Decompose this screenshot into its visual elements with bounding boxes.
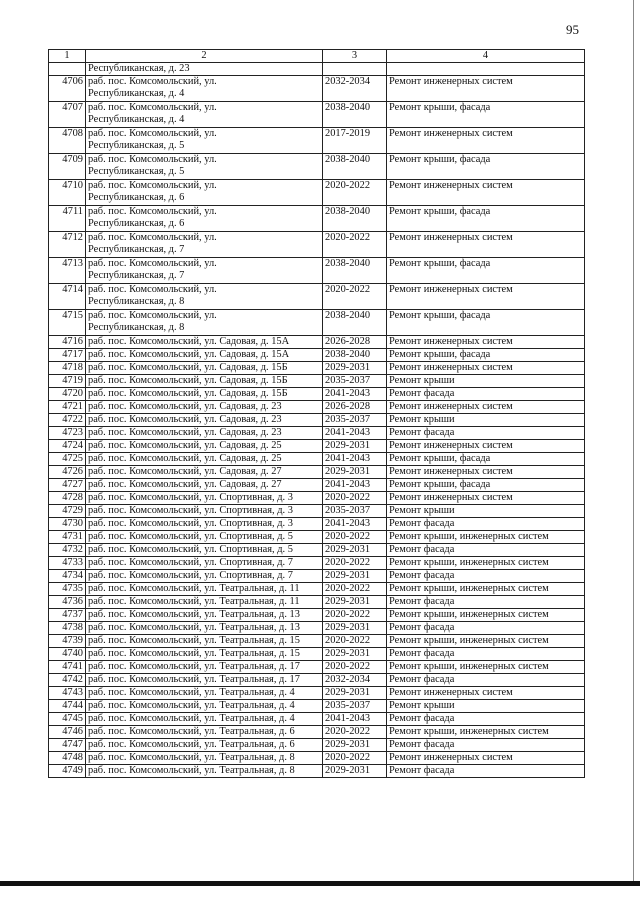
address-line: раб. пос. Комсомольский, ул. Театральная, д. 13 bbox=[88, 609, 300, 620]
work-type-cell: Ремонт инженерных систем bbox=[387, 232, 585, 258]
address-cell bbox=[86, 687, 323, 700]
address-cell bbox=[86, 609, 323, 622]
work-type-cell: Ремонт крыши, инженерных систем bbox=[387, 557, 585, 570]
row-number-cell: 4748 bbox=[49, 752, 86, 765]
address-cell bbox=[86, 752, 323, 765]
work-type-cell: Ремонт фасада bbox=[387, 570, 585, 583]
table-row bbox=[49, 687, 585, 700]
period-cell: 2029-2031 bbox=[323, 739, 387, 752]
page-number: 95 bbox=[566, 22, 579, 37]
work-type-cell: Ремонт инженерных систем bbox=[387, 336, 585, 349]
table-row bbox=[49, 258, 585, 284]
address-cell bbox=[86, 570, 323, 583]
address-line: раб. пос. Комсомольский, ул. Спортивная, д. 7 bbox=[88, 557, 293, 568]
table-row bbox=[49, 440, 585, 453]
row-number-cell: 4716 bbox=[49, 336, 86, 349]
address-cell bbox=[86, 427, 323, 440]
address-line: раб. пос. Комсомольский, ул. Спортивная, д. 3 bbox=[88, 518, 293, 529]
row-number-cell: 4740 bbox=[49, 648, 86, 661]
row-number-cell: 4737 bbox=[49, 609, 86, 622]
row-number-cell: 4714 bbox=[49, 284, 86, 310]
address-cell bbox=[86, 765, 323, 778]
address-line: раб. пос. Комсомольский, ул. Садовая, д. 15Б bbox=[88, 375, 288, 386]
row-number-cell: 4711 bbox=[49, 206, 86, 232]
address-cell bbox=[86, 414, 323, 427]
work-type-cell: Ремонт крыши, фасада bbox=[387, 349, 585, 362]
address-line: раб. пос. Комсомольский, ул. bbox=[88, 258, 217, 269]
period-cell: 2020-2022 bbox=[323, 232, 387, 258]
address-cell bbox=[86, 440, 323, 453]
address-line: раб. пос. Комсомольский, ул. Садовая, д. 25 bbox=[88, 440, 282, 451]
period-cell: 2038-2040 bbox=[323, 349, 387, 362]
address-line: Республиканская, д. 7 bbox=[88, 244, 185, 255]
period-cell: 2038-2040 bbox=[323, 206, 387, 232]
row-number-cell: 4732 bbox=[49, 544, 86, 557]
table-header-row bbox=[49, 50, 585, 63]
address-line: раб. пос. Комсомольский, ул. Садовая, д. 15А bbox=[88, 336, 290, 347]
period-cell: 2026-2028 bbox=[323, 401, 387, 414]
period-cell: 2020-2022 bbox=[323, 609, 387, 622]
table-row bbox=[49, 102, 585, 128]
work-type-cell: Ремонт фасада bbox=[387, 596, 585, 609]
table-row bbox=[49, 154, 585, 180]
table-row bbox=[49, 635, 585, 648]
table-row bbox=[49, 401, 585, 414]
row-number-cell: 4743 bbox=[49, 687, 86, 700]
period-cell: 2041-2043 bbox=[323, 713, 387, 726]
period-cell: 2020-2022 bbox=[323, 635, 387, 648]
address-cell bbox=[86, 388, 323, 401]
table-row bbox=[49, 544, 585, 557]
address-line: раб. пос. Комсомольский, ул. Садовая, д. 23 bbox=[88, 401, 282, 412]
row-number-cell: 4708 bbox=[49, 128, 86, 154]
address-line: Республиканская, д. 6 bbox=[88, 218, 185, 229]
period-cell: 2038-2040 bbox=[323, 154, 387, 180]
table-row bbox=[49, 570, 585, 583]
address-cell bbox=[86, 739, 323, 752]
period-cell: 2032-2034 bbox=[323, 76, 387, 102]
table-row bbox=[49, 531, 585, 544]
address-line: Республиканская, д. 4 bbox=[88, 114, 185, 125]
work-type-cell: Ремонт фасада bbox=[387, 674, 585, 687]
column-header-2: 2 bbox=[86, 50, 323, 63]
address-cell bbox=[86, 466, 323, 479]
table-row bbox=[49, 609, 585, 622]
period-cell: 2035-2037 bbox=[323, 700, 387, 713]
table-body bbox=[49, 63, 585, 778]
address-cell bbox=[86, 453, 323, 466]
address-cell bbox=[86, 596, 323, 609]
table-row bbox=[49, 479, 585, 492]
table-row bbox=[49, 557, 585, 570]
address-cell bbox=[86, 362, 323, 375]
address-cell bbox=[86, 102, 323, 128]
address-cell bbox=[86, 518, 323, 531]
address-cell bbox=[86, 700, 323, 713]
address-cell bbox=[86, 336, 323, 349]
address-line: раб. пос. Комсомольский, ул. bbox=[88, 284, 217, 295]
continuation-work-cell bbox=[387, 63, 585, 76]
address-line: раб. пос. Комсомольский, ул. Садовая, д. 27 bbox=[88, 479, 282, 490]
address-line: Республиканская, д. 5 bbox=[88, 166, 185, 177]
address-line: раб. пос. Комсомольский, ул. Садовая, д. 15Б bbox=[88, 388, 288, 399]
table-row bbox=[49, 466, 585, 479]
table-row bbox=[49, 752, 585, 765]
repair-schedule-table bbox=[48, 49, 585, 778]
table-row bbox=[49, 128, 585, 154]
table-row bbox=[49, 375, 585, 388]
period-cell: 2035-2037 bbox=[323, 414, 387, 427]
address-cell bbox=[86, 531, 323, 544]
period-cell: 2038-2040 bbox=[323, 102, 387, 128]
table-row bbox=[49, 310, 585, 336]
address-line: Республиканская, д. 6 bbox=[88, 192, 185, 203]
work-type-cell: Ремонт крыши bbox=[387, 375, 585, 388]
period-cell: 2029-2031 bbox=[323, 596, 387, 609]
address-line: раб. пос. Комсомольский, ул. bbox=[88, 180, 217, 191]
work-type-cell: Ремонт инженерных систем bbox=[387, 362, 585, 375]
period-cell: 2020-2022 bbox=[323, 583, 387, 596]
row-number-cell: 4723 bbox=[49, 427, 86, 440]
address-cell bbox=[86, 635, 323, 648]
address-cell bbox=[86, 128, 323, 154]
row-number-cell: 4709 bbox=[49, 154, 86, 180]
address-line: Республиканская, д. 7 bbox=[88, 270, 185, 281]
work-type-cell: Ремонт крыши, фасада bbox=[387, 453, 585, 466]
work-type-cell: Ремонт крыши, фасада bbox=[387, 206, 585, 232]
period-cell: 2029-2031 bbox=[323, 687, 387, 700]
period-cell: 2038-2040 bbox=[323, 310, 387, 336]
table-row bbox=[49, 427, 585, 440]
work-type-cell: Ремонт крыши, фасада bbox=[387, 258, 585, 284]
row-number-cell: 4710 bbox=[49, 180, 86, 206]
row-number-cell: 4730 bbox=[49, 518, 86, 531]
address-cell bbox=[86, 76, 323, 102]
period-cell: 2020-2022 bbox=[323, 661, 387, 674]
address-line: раб. пос. Комсомольский, ул. bbox=[88, 232, 217, 243]
address-line: Республиканская, д. 8 bbox=[88, 296, 185, 307]
table-row bbox=[49, 505, 585, 518]
row-number-cell: 4715 bbox=[49, 310, 86, 336]
work-type-cell: Ремонт фасада bbox=[387, 518, 585, 531]
address-cell bbox=[86, 284, 323, 310]
row-number-cell: 4725 bbox=[49, 453, 86, 466]
table-row bbox=[49, 284, 585, 310]
work-type-cell: Ремонт крыши, фасада bbox=[387, 310, 585, 336]
address-line: раб. пос. Комсомольский, ул. Спортивная, д. 3 bbox=[88, 492, 293, 503]
address-line: раб. пос. Комсомольский, ул. bbox=[88, 76, 217, 87]
row-number-cell: 4727 bbox=[49, 479, 86, 492]
scan-bottom-edge bbox=[0, 881, 640, 886]
address-line: раб. пос. Комсомольский, ул. Театральная, д. 8 bbox=[88, 765, 295, 776]
address-line: раб. пос. Комсомольский, ул. Театральная, д. 17 bbox=[88, 674, 300, 685]
row-number-cell: 4724 bbox=[49, 440, 86, 453]
address-line: раб. пос. Комсомольский, ул. Садовая, д. 23 bbox=[88, 427, 282, 438]
period-cell: 2029-2031 bbox=[323, 648, 387, 661]
period-cell: 2020-2022 bbox=[323, 492, 387, 505]
table-row bbox=[49, 739, 585, 752]
table-row bbox=[49, 765, 585, 778]
work-type-cell: Ремонт крыши, инженерных систем bbox=[387, 583, 585, 596]
address-line: раб. пос. Комсомольский, ул. Спортивная, д. 5 bbox=[88, 544, 293, 555]
address-cell bbox=[86, 726, 323, 739]
address-line: Республиканская, д. 5 bbox=[88, 140, 185, 151]
work-type-cell: Ремонт фасада bbox=[387, 765, 585, 778]
work-type-cell: Ремонт крыши, инженерных систем bbox=[387, 531, 585, 544]
work-type-cell: Ремонт крыши, фасада bbox=[387, 154, 585, 180]
period-cell: 2029-2031 bbox=[323, 622, 387, 635]
work-type-cell: Ремонт фасада bbox=[387, 388, 585, 401]
address-line: раб. пос. Комсомольский, ул. Театральная, д. 15 bbox=[88, 648, 300, 659]
period-cell: 2026-2028 bbox=[323, 336, 387, 349]
row-number-cell: 4721 bbox=[49, 401, 86, 414]
work-type-cell: Ремонт инженерных систем bbox=[387, 128, 585, 154]
work-type-cell: Ремонт инженерных систем bbox=[387, 687, 585, 700]
period-cell: 2038-2040 bbox=[323, 258, 387, 284]
address-cell bbox=[86, 622, 323, 635]
period-cell: 2017-2019 bbox=[323, 128, 387, 154]
row-number-cell: 4733 bbox=[49, 557, 86, 570]
work-type-cell: Ремонт фасада bbox=[387, 622, 585, 635]
work-type-cell: Ремонт крыши, фасада bbox=[387, 479, 585, 492]
period-cell: 2029-2031 bbox=[323, 440, 387, 453]
work-type-cell: Ремонт инженерных систем bbox=[387, 180, 585, 206]
table-row bbox=[49, 661, 585, 674]
row-number-cell: 4741 bbox=[49, 661, 86, 674]
address-cell bbox=[86, 401, 323, 414]
work-type-cell: Ремонт фасада bbox=[387, 713, 585, 726]
address-line: раб. пос. Комсомольский, ул. Спортивная, д. 7 bbox=[88, 570, 293, 581]
table-row bbox=[49, 206, 585, 232]
row-number-cell: 4742 bbox=[49, 674, 86, 687]
address-cell bbox=[86, 479, 323, 492]
period-cell: 2020-2022 bbox=[323, 531, 387, 544]
address-line: раб. пос. Комсомольский, ул. Театральная, д. 17 bbox=[88, 661, 300, 672]
table-row bbox=[49, 336, 585, 349]
address-line: Республиканская, д. 8 bbox=[88, 322, 185, 333]
period-cell: 2041-2043 bbox=[323, 453, 387, 466]
address-cell bbox=[86, 583, 323, 596]
period-cell: 2020-2022 bbox=[323, 752, 387, 765]
period-cell: 2035-2037 bbox=[323, 375, 387, 388]
address-cell bbox=[86, 505, 323, 518]
address-line: раб. пос. Комсомольский, ул. Садовая, д. 23 bbox=[88, 414, 282, 425]
address-cell bbox=[86, 232, 323, 258]
row-number-cell: 4734 bbox=[49, 570, 86, 583]
table-row bbox=[49, 648, 585, 661]
period-cell: 2041-2043 bbox=[323, 388, 387, 401]
row-number-cell: 4735 bbox=[49, 583, 86, 596]
address-line: раб. пос. Комсомольский, ул. bbox=[88, 128, 217, 139]
work-type-cell: Ремонт крыши, инженерных систем bbox=[387, 609, 585, 622]
row-number-cell: 4729 bbox=[49, 505, 86, 518]
period-cell: 2029-2031 bbox=[323, 544, 387, 557]
address-cell bbox=[86, 674, 323, 687]
address-line: раб. пос. Комсомольский, ул. Спортивная, д. 5 bbox=[88, 531, 293, 542]
address-line: раб. пос. Комсомольский, ул. Театральная, д. 4 bbox=[88, 700, 295, 711]
table-row bbox=[49, 362, 585, 375]
row-number-cell: 4747 bbox=[49, 739, 86, 752]
address-cell bbox=[86, 661, 323, 674]
work-type-cell: Ремонт инженерных систем bbox=[387, 76, 585, 102]
table-row bbox=[49, 180, 585, 206]
period-cell: 2020-2022 bbox=[323, 726, 387, 739]
continuation-num-cell bbox=[49, 63, 86, 76]
address-line: раб. пос. Комсомольский, ул. Театральная, д. 11 bbox=[88, 583, 300, 594]
row-number-cell: 4749 bbox=[49, 765, 86, 778]
address-line: раб. пос. Комсомольский, ул. bbox=[88, 206, 217, 217]
table-row bbox=[49, 414, 585, 427]
period-cell: 2032-2034 bbox=[323, 674, 387, 687]
address-cell bbox=[86, 206, 323, 232]
table-row bbox=[49, 583, 585, 596]
address-line: раб. пос. Комсомольский, ул. Спортивная, д. 3 bbox=[88, 505, 293, 516]
work-type-cell: Ремонт фасада bbox=[387, 427, 585, 440]
scan-right-edge bbox=[633, 0, 634, 881]
table-row bbox=[49, 726, 585, 739]
row-number-cell: 4745 bbox=[49, 713, 86, 726]
address-line: раб. пос. Комсомольский, ул. bbox=[88, 310, 217, 321]
address-cell bbox=[86, 557, 323, 570]
address-cell bbox=[86, 349, 323, 362]
period-cell: 2029-2031 bbox=[323, 362, 387, 375]
row-number-cell: 4731 bbox=[49, 531, 86, 544]
work-type-cell: Ремонт инженерных систем bbox=[387, 752, 585, 765]
work-type-cell: Ремонт фасада bbox=[387, 648, 585, 661]
row-number-cell: 4713 bbox=[49, 258, 86, 284]
address-cell bbox=[86, 258, 323, 284]
address-line: раб. пос. Комсомольский, ул. bbox=[88, 102, 217, 113]
row-number-cell: 4722 bbox=[49, 414, 86, 427]
row-number-cell: 4728 bbox=[49, 492, 86, 505]
work-type-cell: Ремонт инженерных систем bbox=[387, 401, 585, 414]
work-type-cell: Ремонт крыши bbox=[387, 700, 585, 713]
work-type-cell: Ремонт инженерных систем bbox=[387, 492, 585, 505]
column-header-1: 1 bbox=[49, 50, 86, 63]
address-line: раб. пос. Комсомольский, ул. Театральная, д. 13 bbox=[88, 622, 300, 633]
column-header-4: 4 bbox=[387, 50, 585, 63]
row-number-cell: 4746 bbox=[49, 726, 86, 739]
row-number-cell: 4744 bbox=[49, 700, 86, 713]
work-type-cell: Ремонт фасада bbox=[387, 739, 585, 752]
address-cell bbox=[86, 180, 323, 206]
address-cell bbox=[86, 492, 323, 505]
row-number-cell: 4736 bbox=[49, 596, 86, 609]
address-line: раб. пос. Комсомольский, ул. Театральная, д. 6 bbox=[88, 726, 295, 737]
address-line: раб. пос. Комсомольский, ул. Садовая, д. 25 bbox=[88, 453, 282, 464]
address-line: раб. пос. Комсомольский, ул. Садовая, д. 27 bbox=[88, 466, 282, 477]
work-type-cell: Ремонт крыши, инженерных систем bbox=[387, 726, 585, 739]
row-number-cell: 4717 bbox=[49, 349, 86, 362]
column-header-3: 3 bbox=[323, 50, 387, 63]
address-cell bbox=[86, 713, 323, 726]
address-cell bbox=[86, 154, 323, 180]
row-number-cell: 4719 bbox=[49, 375, 86, 388]
address-line: раб. пос. Комсомольский, ул. Театральная, д. 8 bbox=[88, 752, 295, 763]
period-cell: 2041-2043 bbox=[323, 479, 387, 492]
row-number-cell: 4738 bbox=[49, 622, 86, 635]
table-row bbox=[49, 76, 585, 102]
period-cell: 2029-2031 bbox=[323, 466, 387, 479]
table-row bbox=[49, 700, 585, 713]
table-row bbox=[49, 518, 585, 531]
work-type-cell: Ремонт инженерных систем bbox=[387, 284, 585, 310]
address-cell bbox=[86, 310, 323, 336]
address-line: раб. пос. Комсомольский, ул. Театральная, д. 6 bbox=[88, 739, 295, 750]
work-type-cell: Ремонт фасада bbox=[387, 544, 585, 557]
work-type-cell: Ремонт крыши bbox=[387, 414, 585, 427]
address-line: раб. пос. Комсомольский, ул. bbox=[88, 154, 217, 165]
period-cell: 2041-2043 bbox=[323, 518, 387, 531]
table-row bbox=[49, 349, 585, 362]
period-cell: 2020-2022 bbox=[323, 180, 387, 206]
table-row bbox=[49, 596, 585, 609]
continuation-address-cell: Республиканская, д. 23 bbox=[86, 63, 323, 76]
period-cell: 2020-2022 bbox=[323, 557, 387, 570]
row-number-cell: 4726 bbox=[49, 466, 86, 479]
address-cell bbox=[86, 648, 323, 661]
period-cell: 2035-2037 bbox=[323, 505, 387, 518]
row-number-cell: 4718 bbox=[49, 362, 86, 375]
address-line: раб. пос. Комсомольский, ул. Театральная, д. 15 bbox=[88, 635, 300, 646]
row-number-cell: 4720 bbox=[49, 388, 86, 401]
period-cell: 2020-2022 bbox=[323, 284, 387, 310]
document-sheet bbox=[48, 49, 584, 778]
table-row bbox=[49, 622, 585, 635]
address-line: раб. пос. Комсомольский, ул. Садовая, д. 15А bbox=[88, 349, 290, 360]
table-row bbox=[49, 713, 585, 726]
address-cell bbox=[86, 544, 323, 557]
work-type-cell: Ремонт крыши, инженерных систем bbox=[387, 635, 585, 648]
continuation-period-cell bbox=[323, 63, 387, 76]
address-line: раб. пос. Комсомольский, ул. Театральная, д. 4 bbox=[88, 713, 295, 724]
row-number-cell: 4706 bbox=[49, 76, 86, 102]
row-number-cell: 4712 bbox=[49, 232, 86, 258]
table-row bbox=[49, 232, 585, 258]
period-cell: 2041-2043 bbox=[323, 427, 387, 440]
address-line: раб. пос. Комсомольский, ул. Театральная, д. 4 bbox=[88, 687, 295, 698]
address-line: раб. пос. Комсомольский, ул. Театральная, д. 11 bbox=[88, 596, 300, 607]
period-cell: 2029-2031 bbox=[323, 570, 387, 583]
continuation-row bbox=[49, 63, 585, 76]
address-line: раб. пос. Комсомольский, ул. Садовая, д. 15Б bbox=[88, 362, 288, 373]
work-type-cell: Ремонт крыши, инженерных систем bbox=[387, 661, 585, 674]
period-cell: 2029-2031 bbox=[323, 765, 387, 778]
table-row bbox=[49, 453, 585, 466]
address-line: Республиканская, д. 4 bbox=[88, 88, 185, 99]
row-number-cell: 4707 bbox=[49, 102, 86, 128]
table-row bbox=[49, 674, 585, 687]
row-number-cell: 4739 bbox=[49, 635, 86, 648]
work-type-cell: Ремонт инженерных систем bbox=[387, 440, 585, 453]
work-type-cell: Ремонт крыши, фасада bbox=[387, 102, 585, 128]
table-row bbox=[49, 388, 585, 401]
work-type-cell: Ремонт крыши bbox=[387, 505, 585, 518]
work-type-cell: Ремонт инженерных систем bbox=[387, 466, 585, 479]
address-cell bbox=[86, 375, 323, 388]
table-row bbox=[49, 492, 585, 505]
